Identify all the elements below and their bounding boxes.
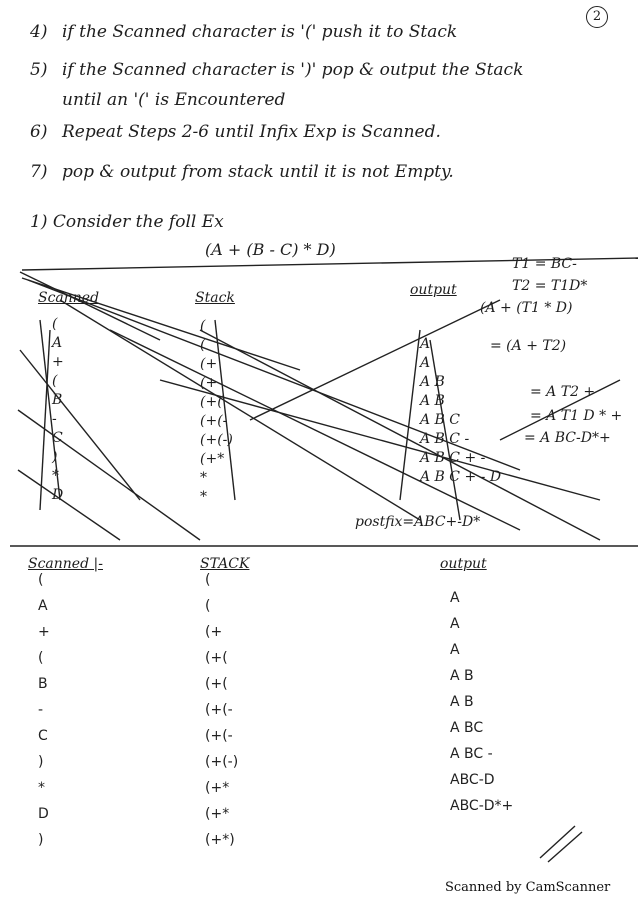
draft-note-3: (A + (T1 * D) — [480, 300, 573, 316]
final-scanned-cell: B — [38, 676, 48, 692]
draft-note-5: = A T2 + — [530, 384, 596, 400]
step-7-text: pop & output from stack until it is not Empty. — [62, 162, 454, 182]
draft-note-2: T2 = T1D* — [512, 278, 588, 294]
draft-stack-cell: ( — [200, 337, 206, 353]
draft-stack-cell: (+ — [200, 375, 218, 391]
step-6-number: 6) — [30, 122, 48, 142]
draft-output-cell: A B C — [420, 412, 461, 428]
final-scanned-cell: * — [38, 780, 45, 796]
draft-output-cell: A B C - — [420, 431, 470, 447]
final-stack-cell: ( — [205, 598, 211, 614]
final-scanned-cell: ( — [38, 650, 44, 666]
step-5-text: if the Scanned character is ')' pop & output the Stack — [62, 60, 524, 80]
draft-stack-cell: (+(-) — [200, 432, 233, 448]
draft-stack-cell: * — [200, 489, 207, 505]
final-scanned-cell: C — [38, 728, 48, 744]
draft-stack-cell: (+(- — [200, 413, 228, 429]
example-label: 1) Consider the foll Ex — [30, 212, 224, 232]
draft-note-4: = (A + T2) — [490, 338, 567, 354]
final-stack-cell: (+( — [205, 676, 228, 692]
draft-note-1: T1 = BC- — [512, 256, 577, 272]
final-stack-cell: ( — [205, 572, 211, 588]
step-5-continuation: until an '(' is Encountered — [62, 90, 286, 110]
step-7-number: 7) — [30, 162, 48, 182]
draft-output-cell: A — [420, 355, 431, 371]
final-header-stack: STACK — [200, 556, 250, 572]
draft-scanned-cell: D — [52, 487, 64, 503]
draft-output-cell: A B C + - — [420, 450, 486, 466]
draft-scanned-cell: A — [52, 335, 63, 351]
draft-output-cell: A — [420, 336, 431, 352]
final-stack-cell: (+ — [205, 624, 223, 640]
draft-scanned-cell: ( — [52, 373, 58, 389]
final-stack-cell: (+(-) — [205, 754, 239, 770]
draft-stack-cell: ( — [200, 318, 206, 334]
final-output-cell: ABC-D*+ — [450, 798, 514, 814]
step-4-number: 4) — [30, 22, 48, 42]
draft-output-cell: A B C + - D — [420, 469, 502, 485]
final-scanned-cell: ) — [38, 832, 44, 848]
draft-scanned-cell: - — [52, 411, 57, 427]
final-output-cell: A — [450, 590, 460, 606]
draft-scanned-cell: C — [52, 430, 63, 446]
footer-watermark: Scanned by CamScanner — [445, 880, 611, 895]
draft-note-6: = A T1 D * + — [530, 408, 623, 424]
draft-postfix: postfix=ABC+-D* — [355, 514, 481, 530]
draft-note-7: = A BC-D*+ — [524, 430, 611, 446]
final-header-scanned: Scanned |- — [28, 556, 103, 572]
final-output-cell: A BC - — [450, 746, 493, 762]
draft-header-stack: Stack — [195, 290, 235, 306]
draft-scanned-cell: * — [52, 468, 59, 484]
final-scanned-cell: A — [38, 598, 48, 614]
final-output-cell: A — [450, 642, 460, 658]
draft-header-scanned: Scanned — [38, 290, 100, 306]
final-output-cell: ABC-D — [450, 772, 495, 788]
final-scanned-cell: ) — [38, 754, 44, 770]
draft-stack-cell: (+ — [200, 356, 218, 372]
page-number: 2 — [586, 6, 608, 28]
draft-stack-cell: * — [200, 470, 207, 486]
draft-scanned-cell: ) — [52, 449, 58, 465]
final-output-cell: A BC — [450, 720, 484, 736]
final-output-cell: A — [450, 616, 460, 632]
draft-output-cell: A B — [420, 393, 445, 409]
final-scanned-cell: D — [38, 806, 49, 822]
final-output-cell: A B — [450, 668, 474, 684]
final-stack-cell: (+* — [205, 806, 230, 822]
final-output-cell: A B — [450, 694, 474, 710]
draft-stack-cell: (+* — [200, 451, 225, 467]
final-stack-cell: (+* — [205, 780, 230, 796]
draft-header-output: output — [410, 282, 457, 298]
final-header-output: output — [440, 556, 487, 572]
draft-output-cell: A B — [420, 374, 445, 390]
final-scanned-cell: ( — [38, 572, 44, 588]
final-stack-cell: (+( — [205, 650, 228, 666]
step-5-number: 5) — [30, 60, 48, 80]
final-scanned-cell: + — [38, 624, 50, 640]
draft-scanned-cell: ( — [52, 316, 58, 332]
final-stack-cell: (+(- — [205, 702, 233, 718]
step-6-text: Repeat Steps 2-6 until Infix Exp is Scanned. — [62, 122, 441, 142]
draft-stack-cell: (+( — [200, 394, 223, 410]
step-4-text: if the Scanned character is '(' push it to Stack — [62, 22, 458, 42]
draft-scanned-cell: B — [52, 392, 63, 408]
final-stack-cell: (+*) — [205, 832, 235, 848]
final-stack-cell: (+(- — [205, 728, 233, 744]
draft-scanned-cell: + — [52, 354, 64, 370]
example-expression: (A + (B - C) * D) — [205, 240, 336, 259]
final-scanned-cell: - — [38, 702, 44, 718]
